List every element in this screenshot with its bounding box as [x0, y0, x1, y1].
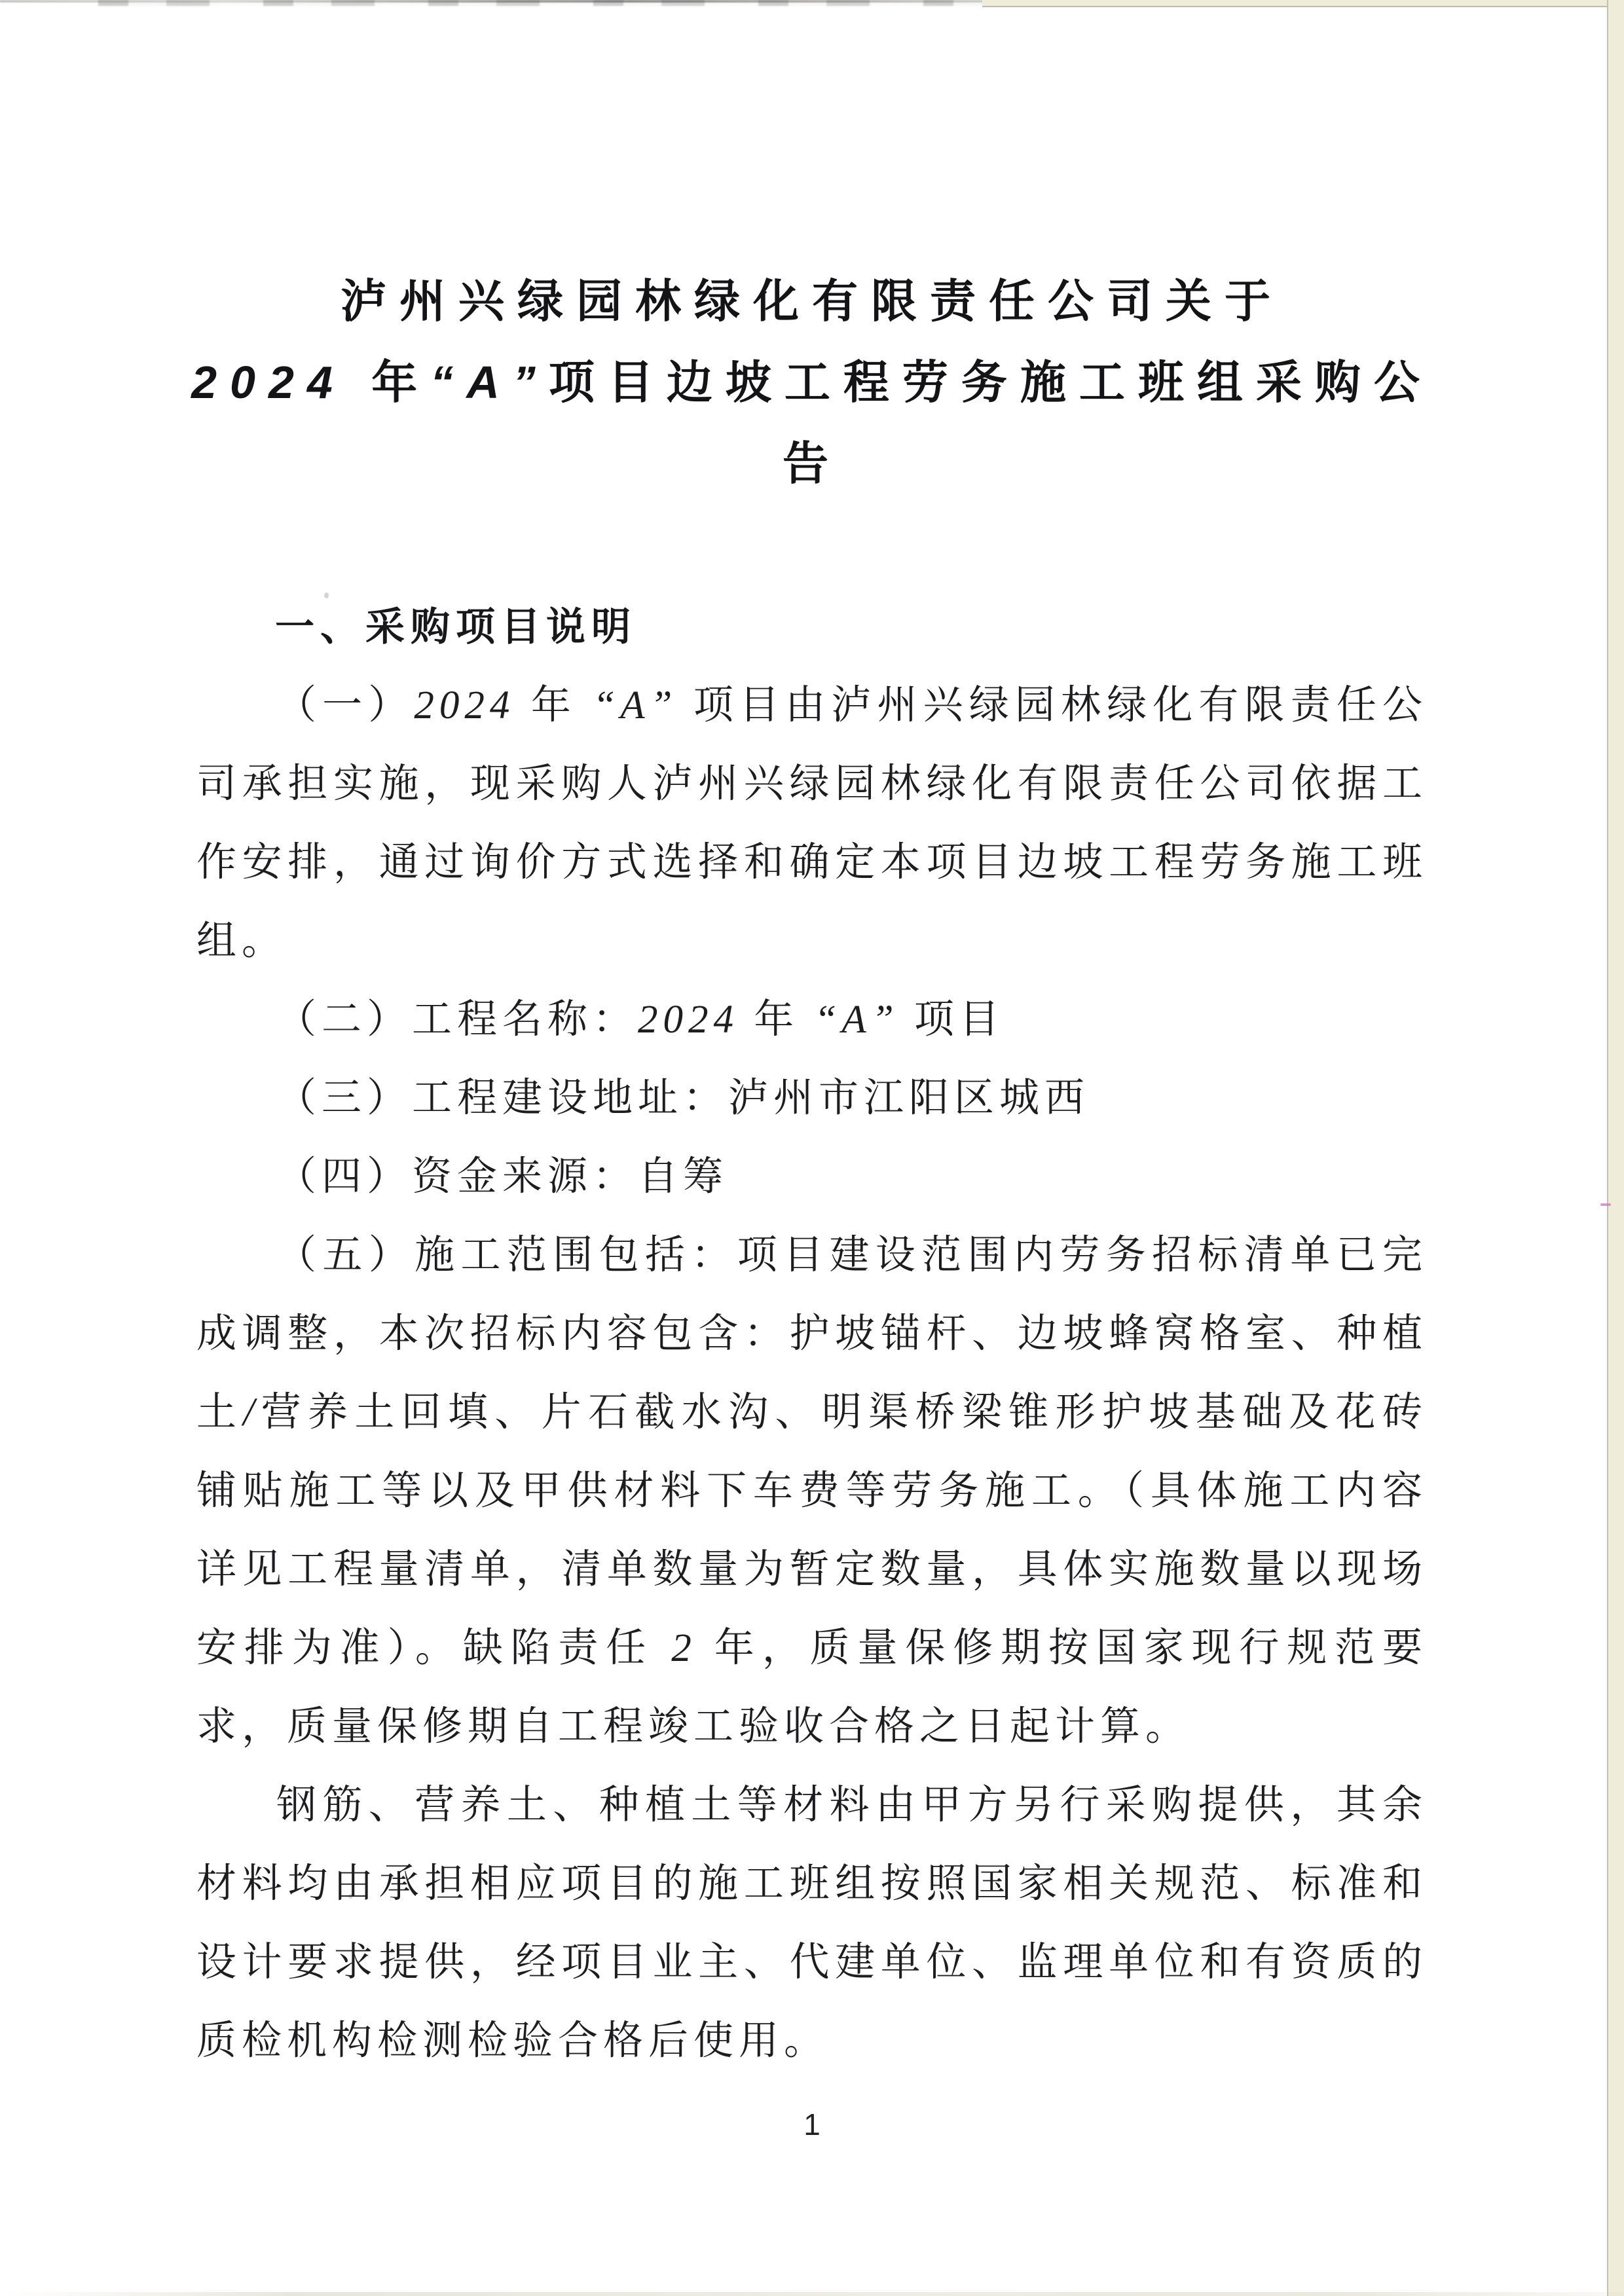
body-paragraph-3: （三）工程建设地址：泸州市江阳区城西 [276, 1076, 1090, 1120]
section-heading: 一、采购项目说明 [275, 605, 637, 649]
page-number: 1 [803, 2107, 821, 2141]
title-line-1: 泸州兴绿园林绿化有限责任公司关于 [341, 276, 1283, 327]
title-line-2: 2024 年“A”项目边坡工程劳务施工班组采购公告 [191, 357, 1433, 489]
body-paragraph-2: （二）工程名称：2024 年 “A” 项目 [276, 998, 1005, 1042]
body-paragraph-1: （一）2024 年 “A” 项目由泸州兴绿园林绿化有限责任公司承担实施，现采购人泸州兴绿园林绿化有限责任公司依据工作安排，通过询价方式选择和确定本项目边坡工程劳务施工班组。 [196, 683, 1428, 963]
scan-artifact-bottom-edge [0, 2292, 1624, 2296]
body-paragraph-5: （五）施工范围包括：项目建设范围内劳务招标清单已完成调整，本次招标内容包含：护坡锚杆、边坡蜂窝格室、种植土/营养土回填、片石截水沟、明渠桥梁锥形护坡基础及花砖铺贴施工等以及甲供材料下车费等劳务施工。（具体施工内容详见工程量清单，清单数量为暂定数量，具体实施数量以现场安排为准）。缺陷责任 2 年，质量保修期按国家现行规范要求，质量保修期自工程竣工验收合格之日起计算。 [196, 1233, 1428, 1749]
document-title [183, 261, 1441, 504]
body-paragraph-6: 钢筋、营养土、种植土等材料由甲方另行采购提供，其余材料均由承担相应项目的施工班组按照国家相关规范、标准和设计要求提供，经项目业主、代建单位、监理单位和有资质的质检机构检测检验合格后使用。 [196, 1783, 1428, 2063]
body-paragraph-4: （四）资金来源：自筹 [276, 1155, 729, 1199]
